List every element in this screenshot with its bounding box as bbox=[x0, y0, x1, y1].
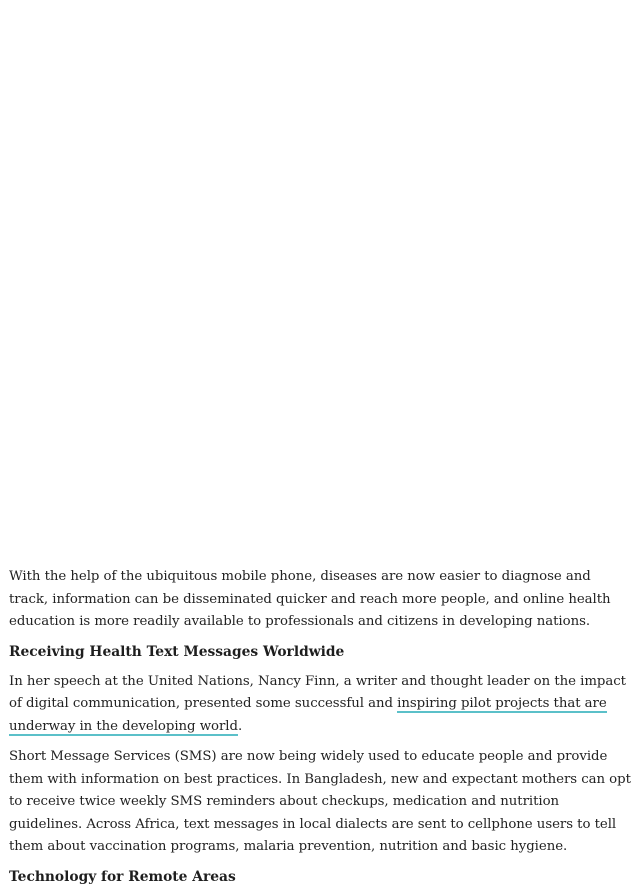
paragraph-text: In her speech at the United Nations, Nancy Finn, a writer and thought leader on the impact of digital communication, presented some successful and bbox=[9, 673, 626, 711]
sms-paragraph: Short Message Services (SMS) are now being widely used to educate people and provide them with information on best practices. In Bangladesh, new and expectant mothers can opt to receive twice weekly SMS reminders about checkups, medication and nutrition guidelines. Across Africa, text messages in local dialects are sent to cellphone users to tell them about vaccination programs, malaria prevention, nutrition and basic hygiene. bbox=[9, 749, 631, 854]
article-body bbox=[9, 566, 631, 888]
section-heading-health-text-messages: Receiving Health Text Messages Worldwide bbox=[9, 643, 345, 660]
un-speech-paragraph bbox=[9, 671, 631, 739]
paragraph-text-end: . bbox=[237, 718, 243, 734]
section-heading-remote-areas: Technology for Remote Areas bbox=[9, 868, 236, 885]
pilot-projects-link[interactable]: inspiring pilot projects that are underway in the developing world bbox=[9, 696, 607, 734]
intro-paragraph: With the help of the ubiquitous mobile phone, diseases are now easier to diagnose and track, information can be disseminated quicker and reach more people, and online health education is more readily available to professionals and citizens in developing nations. bbox=[9, 569, 611, 629]
